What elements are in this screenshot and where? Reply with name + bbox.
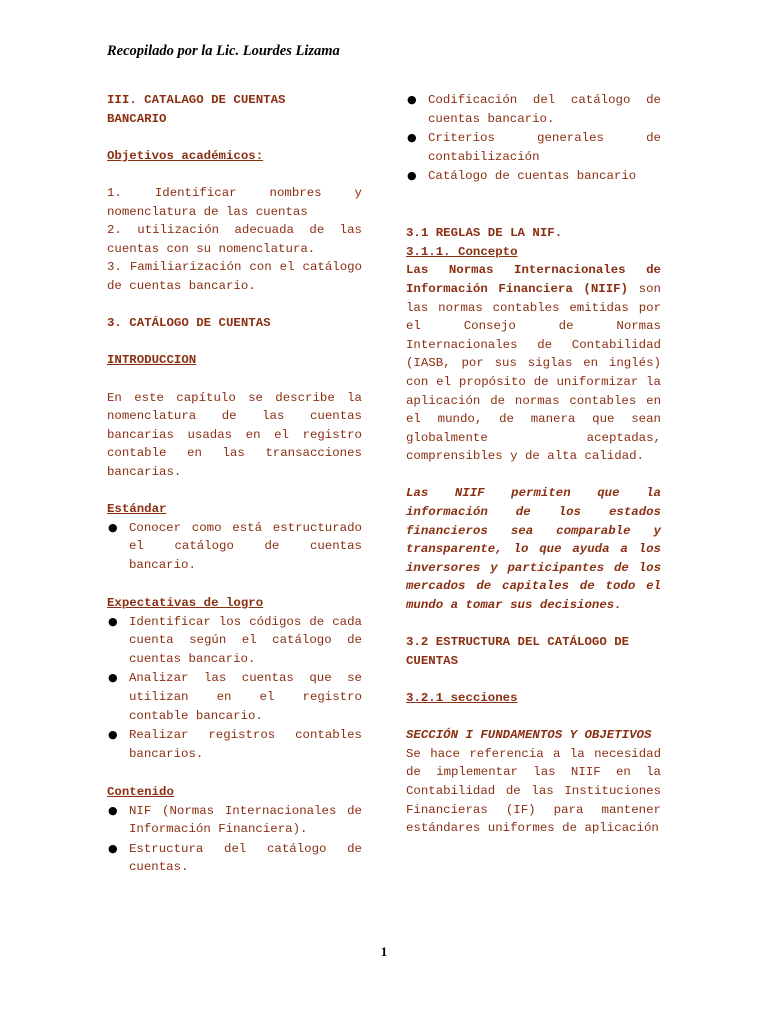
bullet-icon: ● [108, 614, 118, 628]
contenido-heading: Contenido [107, 784, 174, 799]
contenido-list-continued [406, 91, 661, 186]
seccion-1-heading: SECCIÓN I FUNDAMENTOS Y OBJETIVOS [406, 728, 652, 743]
intro-text: En este capítulo se describe la nomenclatura de las cuentas bancarias usadas en el registro contable en las transacciones bancarias. [107, 390, 362, 479]
list-item: ● Conocer como está estructurado el catálogo de cuentas bancario. [108, 520, 362, 572]
reglas-heading: 3.1 REGLAS DE LA NIF. [406, 226, 563, 241]
secciones-heading: 3.2.1 secciones [406, 691, 518, 705]
list-item: ● Estructura del catálogo de cuentas. [108, 841, 362, 875]
expectativas-heading: Expectativas de logro [107, 596, 264, 611]
bullet-icon: ● [407, 93, 417, 106]
niif-definition: son las normas contables emitidas por el Consejo de Normas Internacionales de Contabilidad (IASB, por sus siglas en inglés) con el propósito de uniformizar la aplicación de normas contables en el mundo, de manera que sean globalmente aceptadas, comprensibles y de alta calidad. [406, 281, 661, 464]
objetivo-1: 1. Identificar nombres y nomenclatura de las cuentas [107, 185, 362, 219]
bullet-icon: ● [108, 803, 118, 817]
objetivos-heading: Objetivos académicos: [107, 148, 264, 163]
expectativas-list [107, 613, 362, 764]
objetivo-3: 3. Familiarización con el catálogo de cuentas bancario. [107, 260, 362, 293]
section-3-heading: 3. CATÁLOGO DE CUENTAS [107, 316, 271, 331]
bullet-icon: ● [407, 131, 417, 145]
chapter-title [107, 91, 362, 128]
intro-heading: INTRODUCCION [107, 353, 197, 368]
estructura-heading: 3.2 ESTRUCTURA DEL CATÁLOGO DE CUENTAS [406, 635, 630, 668]
list-item: ● Criterios generales de contabilización [407, 131, 661, 164]
list-item: ● Analizar las cuentas que se utilizan en el registro contable bancario. [108, 671, 362, 723]
right-column [406, 91, 661, 838]
chapter-title-line1: III. CATALAGO DE CUENTAS [107, 93, 286, 107]
estandar-heading: Estándar [107, 502, 167, 517]
seccion-1-text: Se hace referencia a la necesidad de implementar las NIIF en la Contabilidad de las Instituciones Financieras (IF) para mantener estándares uniformes de aplicación [406, 746, 661, 836]
bullet-icon: ● [108, 728, 118, 742]
list-item: ● NIF (Normas Internacionales de Información Financiera). [108, 803, 362, 837]
list-item: ● Realizar registros contables bancarios. [108, 728, 362, 761]
bullet-icon: ● [108, 671, 118, 685]
bullet-icon: ● [407, 169, 417, 183]
list-item: ● Catálogo de cuentas bancario [406, 167, 661, 186]
concepto-heading: 3.1.1. Concepto [406, 244, 518, 259]
estandar-list [107, 519, 362, 575]
list-item: ● Codificación del catálogo de cuentas bancario. [407, 93, 661, 126]
niif-italic-paragraph: Las NIIF permiten que la información de los estados financieros sea comparable y transparente, lo que ayuda a los inversores y participantes de los mercados de capitales de todo el mundo a tomar sus decisiones. [406, 486, 661, 613]
niif-term: Las Normas Internacionales de Información Financiera (NIIF) [406, 263, 661, 296]
list-item: ● Identificar los códigos de cada cuenta según el catálogo de cuentas bancario. [108, 614, 362, 666]
chapter-title-line2: BANCARIO [107, 111, 167, 126]
bullet-icon: ● [108, 520, 118, 534]
niif-paragraph [406, 261, 661, 466]
contenido-list [107, 802, 362, 877]
objetivo-2: 2. utilización adecuada de las cuentas con su nomenclatura. [107, 223, 362, 256]
bullet-icon: ● [108, 841, 118, 855]
page-number: 1 [380, 944, 388, 959]
page-header: Recopilado por la Lic. Lourdes Lizama [107, 43, 340, 59]
left-column [107, 91, 362, 878]
